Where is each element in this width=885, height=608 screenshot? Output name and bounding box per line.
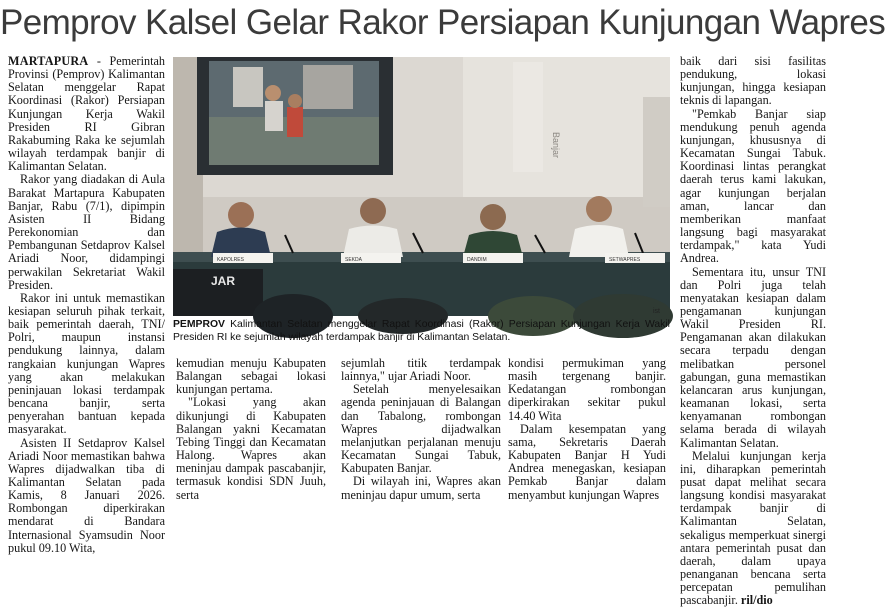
nameplate-4: SETWAPRES [609, 257, 641, 263]
article-paragraph: sejumlah titik terdampak lainnya," ujar Ariadi Noor. [341, 356, 501, 384]
headline: Pemprov Kalsel Gelar Rakor Persiapan Kunjungan Wapres [0, 3, 885, 42]
article-paragraph: Dalam kesempatan yang sama, Sekretaris Daerah Kabupaten Banjar H Yudi Andrea menegaskan, kesiapan Pemkab Banjar dalam menyambut kunjungan Wapres [508, 421, 666, 502]
photo-credit: ist [653, 308, 660, 315]
article-paragraph: baik dari sisi fasilitas pendukung, lokasi kunjungan, hingga kesiapan teknis di lapangan. [680, 54, 826, 108]
article-paragraph: MARTAPURA - Pemerintah Provinsi (Pemprov) Kalimantan Selatan menggelar Rapat Koordinasi (Rakor) Persiapan Kunjungan Kerja Wakil Presiden RI Gibran Rakabuming Raka ke sejumlah wilayah terdampak banjir di Kalimantan Selatan. [8, 54, 165, 174]
article-paragraph: Di wilayah ini, Wapres akan meninjau dapur umum, serta [341, 474, 501, 502]
article-paragraph: Sementara itu, unsur TNI dan Polri juga telah menyatakan kesiapan dalam pengamanan kunjungan Wakil Presiden RI. Pengamanan akan dilakukan secara terpadu dengan melibatkan personel gabungan, guna memastikan kelancaran arus kunjungan, keamanan lokasi, serta kenyamanan rombongan selama berada di wilayah Kalimantan Selatan. [680, 264, 826, 450]
nameplate-2: SEKDA [345, 257, 362, 263]
article-column-4 [508, 356, 666, 502]
article-paragraph: Melalui kunjungan kerja ini, diharapkan pemerintah pusat dapat melihat secara langsung kondisi masyarakat terdampak banjir di Kalimantan Selatan, sekaligus memperkuat sinergi antara pemerintah pusat dan daerah, dalam upaya penanganan bencana serta percepatan pemulihan pascabanjir. ril/dio [680, 448, 826, 608]
caption-lead: PEMPROV [173, 319, 225, 330]
screen-label: Banjar [551, 132, 561, 159]
article-paragraph: "Lokasi yang akan dikunjungi di Kabupaten Balangan yakni Kecamatan Tebing Tinggi dan Kecamatan Halong. Wapres akan meninjau dampak pascabanjir, termasuk kondisi SDN Juuh, serta [176, 395, 326, 502]
article-column-2 [176, 356, 326, 502]
signature: ril/dio [740, 593, 773, 608]
article-paragraph: Rakor ini untuk memastikan kesiapan seluruh pihak terkait, baik pemerintah daerah, TNI/ Polri, maupun instansi pendukung lainnya, dalam rangkaian kunjungan Wapres yang akan melakukan peninjauan lokasi terdampak bencana banjir, serta penyerahan bantuan kepada masyarakat. [8, 290, 165, 437]
news-photo [173, 57, 670, 316]
photo-caption [173, 318, 670, 348]
article-column-3 [341, 356, 501, 502]
article-paragraph: "Pemkab Banjar siap mendukung penuh agenda kunjungan, khususnya di Kecamatan Sungai Tabuk. Koordinasi lintas perangkat daerah terus kami lakukan, agar kunjungan berjalan aman, lancar dan memberikan manfaat langsung bagi masyarakat terdampak," kata Yudi Andrea. [680, 106, 826, 266]
article-paragraph: Asisten II Setdaprov Kalsel Ariadi Noor memastikan bahwa Wapres dijadwalkan tiba di Kalimantan Selatan pada Kamis, 8 Januari 2026. Rombongan diperkirakan mendarat di Bandara Internasional Syamsudin Noor pukul 09.10 Wita, [8, 435, 165, 555]
nameplate-1: KAPOLRES [217, 257, 244, 263]
article-paragraph: Rakor yang diadakan di Aula Barakat Martapura Kabupaten Banjar, Rabu (7/1), dipimpin Asisten II Bidang Perekonomian dan Pembangunan Setdaprov Kalsel Ariadi Noor, didampingi perwakilan Sekretariat Wakil Presiden. [8, 172, 165, 292]
article-column-5 [680, 54, 826, 608]
nameplate-3: DANDIM [467, 257, 487, 263]
banner-text: JAR [211, 274, 236, 288]
dateline: MARTAPURA [8, 54, 89, 68]
caption-text: Kalimantan Selatan menggelar Rapat Koordinasi (Rakor) Persiapan Kunjungan Kerja Wakil Presiden RI ke sejumlah wilayah terdampak banjir di Kalimantan Selatan. [173, 319, 670, 343]
article-paragraph: kemudian menuju Kabupaten Balangan sebagai lokasi kunjungan pertama. [176, 356, 326, 397]
article-column-1 [8, 54, 165, 555]
article-paragraph: kondisi permukiman yang masih tergenang banjir. Kedatangan rombongan diperkirakan sekitar pukul 14.40 Wita [508, 356, 666, 423]
article-paragraph: Setelah menyelesaikan agenda peninjauan di Balangan dan Tabalong, rombongan Wapres dijadwalkan melanjutkan perjalanan menuju Kecamatan Sungai Tabuk, Kabupaten Banjar. [341, 382, 501, 476]
